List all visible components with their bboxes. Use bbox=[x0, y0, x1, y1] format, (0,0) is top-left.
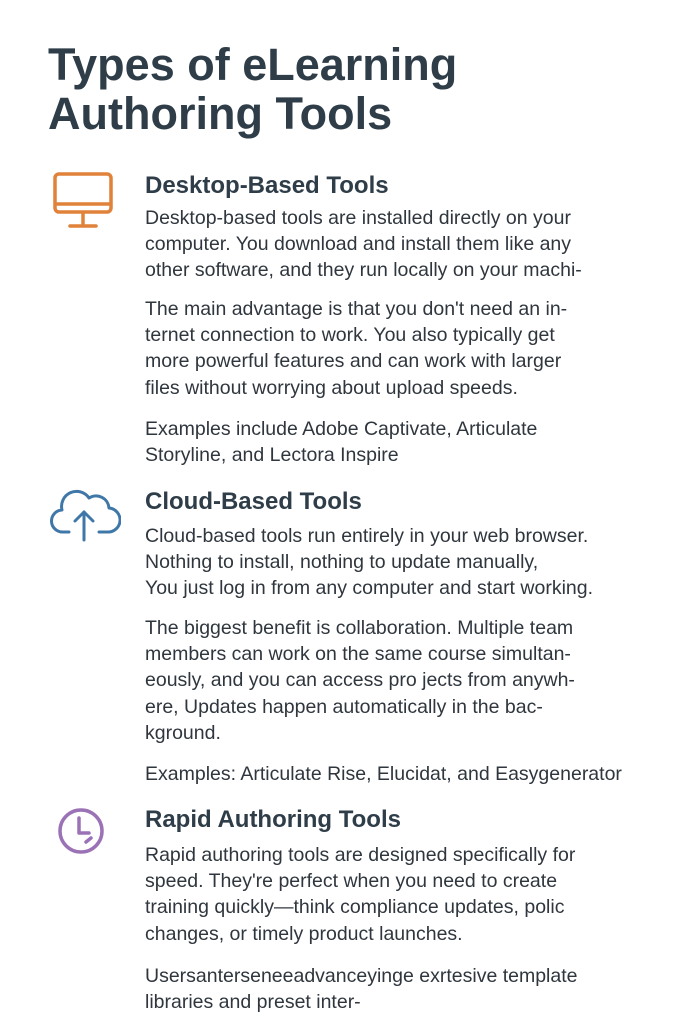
text-line: Usersanterseneeadvanceyinge exrtesive template bbox=[145, 965, 578, 987]
text-line: kground. bbox=[145, 721, 221, 744]
title-line: Types of eLearning bbox=[48, 39, 458, 90]
text-line: training quickly—think compliance updates, polic bbox=[145, 896, 565, 919]
desktop-monitor-icon bbox=[52, 171, 116, 231]
text-line: Examples include Adobe Captivate, Articulate bbox=[145, 418, 538, 440]
text-line: computer. You download and install them like any bbox=[145, 233, 572, 256]
text-line: Nothing to install, nothing to update manually, bbox=[145, 551, 539, 574]
text-line: members can work on the same course simultan- bbox=[145, 643, 571, 666]
desktop-paragraph-1 bbox=[145, 205, 582, 284]
text-line: The main advantage is that you don't need an in- bbox=[145, 298, 568, 320]
text-line: eously, and you can access pro jects from anywh- bbox=[145, 669, 575, 692]
desktop-paragraph-2 bbox=[145, 296, 567, 401]
text-line: ternet connection to work. You also typically get bbox=[145, 324, 555, 347]
text-line: libraries and preset inter- bbox=[145, 991, 361, 1014]
section-heading-rapid: Rapid Authoring Tools bbox=[145, 806, 401, 833]
text-line: Desktop-based tools are installed directly on your bbox=[145, 207, 571, 229]
text-line: Storyline, and Lectora Inspire bbox=[145, 444, 399, 467]
desktop-examples bbox=[145, 416, 537, 468]
page-title bbox=[48, 40, 457, 138]
cloud-upload-icon bbox=[49, 486, 121, 544]
text-line: Examples: Articulate Rise, Elucidat, and Easygenerator bbox=[145, 763, 622, 785]
text-line: speed. They're perfect when you need to create bbox=[145, 870, 558, 893]
text-line: files without worrying about upload speeds. bbox=[145, 376, 518, 399]
text-line: other software, and they run locally on your machi- bbox=[145, 259, 582, 282]
section-heading-cloud: Cloud-Based Tools bbox=[145, 488, 362, 515]
cloud-paragraph-2 bbox=[145, 615, 575, 746]
text-line: You just log in from any computer and start working. bbox=[145, 577, 594, 600]
text-line: The biggest benefit is collaboration. Multiple team bbox=[145, 617, 574, 639]
cloud-paragraph-1 bbox=[145, 523, 593, 602]
text-line: Rapid authoring tools are designed specifically for bbox=[145, 844, 576, 866]
rapid-paragraph-1 bbox=[145, 842, 575, 947]
rapid-paragraph-2 bbox=[145, 963, 578, 1015]
text-line: changes, or timely product launches. bbox=[145, 922, 463, 945]
title-line: Authoring Tools bbox=[48, 88, 393, 139]
text-line: ere, Updates happen automatically in the bac- bbox=[145, 695, 543, 718]
section-heading-desktop: Desktop-Based Tools bbox=[145, 172, 389, 199]
clock-icon bbox=[56, 806, 106, 856]
text-line: Cloud-based tools run entirely in your web browser. bbox=[145, 525, 589, 547]
cloud-examples bbox=[145, 761, 622, 787]
text-line: more powerful features and can work with larger bbox=[145, 350, 562, 373]
